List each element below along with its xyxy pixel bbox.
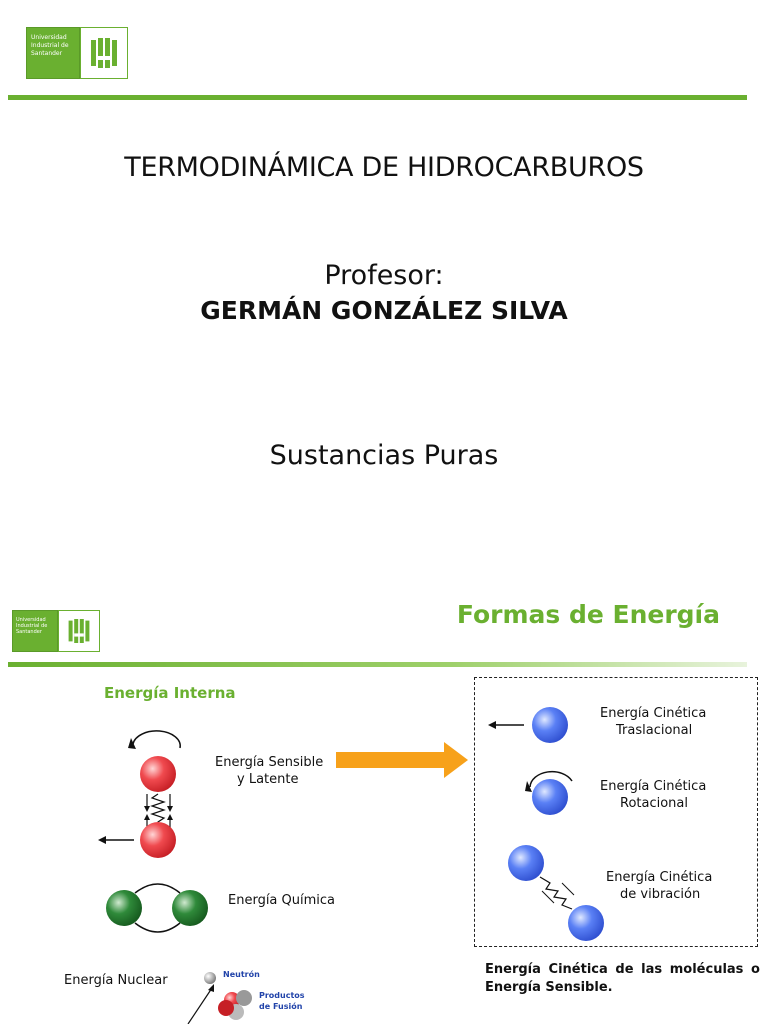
university-logo: [26, 27, 128, 79]
sensible-label-line1: Energía Sensible: [215, 755, 324, 770]
uis-logo-icon-slide2: [58, 610, 100, 652]
slide-title: Formas de Energía: [456, 600, 720, 629]
red-sphere-top: [140, 756, 176, 792]
header-divider: [8, 95, 747, 100]
section-label: Energía Interna: [104, 684, 236, 702]
rotational-label-line2: Rotacional: [620, 796, 688, 811]
nuclear-label: Energía Nuclear: [64, 973, 168, 988]
university-logo-slide2: [12, 610, 100, 652]
vibration-label-line1: Energía Cinética: [606, 870, 713, 885]
translational-label-line1: Energía Cinética: [600, 706, 707, 721]
chemical-label: Energía Química: [228, 893, 336, 908]
course-title: TERMODINÁMICA DE HIDROCARBUROS: [124, 152, 644, 183]
red-sphere-bottom: [140, 822, 176, 858]
kinetic-caption: Energía Cinética de las moléculas o Energía Sensible.: [485, 962, 760, 995]
subject-title: Sustancias Puras: [269, 440, 499, 471]
slide2-divider: [8, 662, 747, 667]
vibration-label-line2: de vibración: [620, 887, 701, 902]
products-label-line1: Productos: [259, 991, 305, 1000]
products-label-line2: de Fusión: [259, 1002, 303, 1011]
neutron-label: Neutrón: [223, 970, 260, 979]
professor-label: Profesor:: [324, 260, 444, 291]
sensible-label-line2: y Latente: [237, 772, 299, 787]
logo-text: Universidad Industrial de Santander: [26, 27, 80, 79]
logo-text-slide2: Universidad Industrial de Santander: [12, 610, 58, 652]
translational-label-line2: Traslacional: [616, 723, 693, 738]
uis-logo-icon: [80, 27, 128, 79]
professor-name: GERMÁN GONZÁLEZ SILVA: [200, 296, 568, 325]
rotational-label-line1: Energía Cinética: [600, 779, 707, 794]
